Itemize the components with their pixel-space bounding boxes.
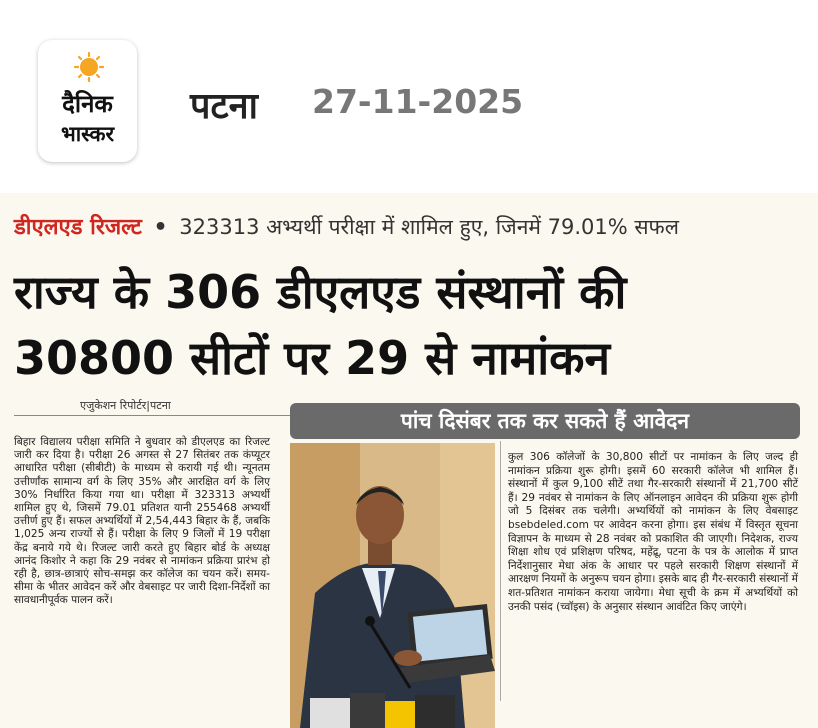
newspaper-clipping <box>0 193 818 728</box>
person-with-laptop-illustration <box>290 443 495 728</box>
news-photo <box>290 443 495 728</box>
headline <box>14 259 804 391</box>
date-label: 27-11-2025 <box>312 82 524 121</box>
kicker-bullet: • <box>153 215 168 240</box>
headline-line2: 30800 सीटों पर 29 से नामांकन <box>14 331 610 385</box>
kicker-text: 323313 अभ्यर्थी परीक्षा में शामिल हुए, जिनमें 79.01% सफल <box>179 215 679 239</box>
headline-line1: राज्य के 306 डीएलएड संस्थानों की <box>14 265 627 319</box>
city-label: पटना <box>190 86 258 127</box>
logo-text-line2: भास्कर <box>60 122 115 146</box>
subheading-banner: पांच दिसंबर तक कर सकते हैं आवेदन <box>290 403 800 439</box>
kicker-label: डीएलएड रिजल्ट <box>14 215 142 240</box>
divider <box>14 415 290 416</box>
dainik-bhaskar-logo[interactable] <box>38 40 137 162</box>
column-divider <box>500 441 501 701</box>
logo-text-line1: दैनिक <box>62 90 113 118</box>
app-header <box>0 0 818 190</box>
byline: एजुकेशन रिपोर्टर|पटना <box>80 399 171 412</box>
left-column-text: बिहार विद्यालय परीक्षा समिति ने बुधवार को डीएलएड का रिजल्ट जारी कर दिया है। परीक्षा 26 अगस्त से 27 सितंबर तक कंप्यूटर आधारित परीक्षा (सीबीटी) के माध्यम से करायी गई थी। न्यूनतम उत्तीर्णांक सामान्य वर्ग के लिए 35% और आरक्षित वर्ग के लिए 30% निर्धारित किया गया था। परीक्षा में 323313 अभ्यर्थी शामिल हुए थे, जिसमें 79.01 प्रतिशत यानी 255468 अभ्यर्थी उत्तीर्ण हुए हैं। सफल अभ्यर्थियों में 2,54,443 बिहार के हैं, जबकि 1,025 अन्य राज्यों से हैं। परीक्षा के लिए 9 जिलों में 19 परीक्षा केंद्र बनाये गये थे। रिजल्ट जारी करते हुए बिहार बोर्ड के अध्यक्ष आनंद किशोर ने कहा कि 29 नवंबर से नामांकन प्रक्रिया प्रारंभ हो रही है, छात्र-छात्राएं सोच-समझ कर कॉलेज का चयन करें। समय-सीमा के भीतर आवेदन करें और वेबसाइट पर जारी दिशा-निर्देशों का सावधानीपूर्वक पालन करें। <box>14 436 270 607</box>
sun-icon <box>74 52 104 82</box>
kicker <box>14 211 679 241</box>
right-column-text: कुल 306 कॉलेजों के 30,800 सीटों पर नामांकन के लिए जल्द ही नामांकन प्रक्रिया शुरू होगी। इसमें 60 सरकारी कॉलेज भी शामिल हैं। संस्थानों में कुल 9,100 सीटें तथा गैर-सरकारी संस्थानों में 21,700 सीटें हैं। 29 नवंबर से नामांकन के लिए ऑनलाइन आवेदन की प्रक्रिया शुरू होगी जो 5 दिसंबर तक चलेगी। अभ्यर्थियों को नामांकन के लिए वेबसाइट bsebdeled.com पर आवेदन करना होगा। इस संबंध में विस्तृत सूचना विज्ञापन के माध्यम से 28 नवंबर को प्रकाशित की जाएगी। निदेशक, राज्य शिक्षा शोध एवं प्रशिक्षण परिषद, महेंद्रू, पटना के पत्र के आलोक में प्राप्त निर्देशानुसार मेधा अंक के आधार पर पहले सरकारी शिक्षण संस्थानों में आरक्षण नियमों के अनुरूप चयन होगा। इसके बाद ही गैर-सरकारी संस्थानों में शत-प्रतिशत नामांकन कराया जायेगा। मेधा सूची के क्रम में अभ्यर्थियों को उनकी पसंद (च्वॉइस) के अनुसार संस्थान आवंटित किए जाएंगे। <box>508 451 798 613</box>
